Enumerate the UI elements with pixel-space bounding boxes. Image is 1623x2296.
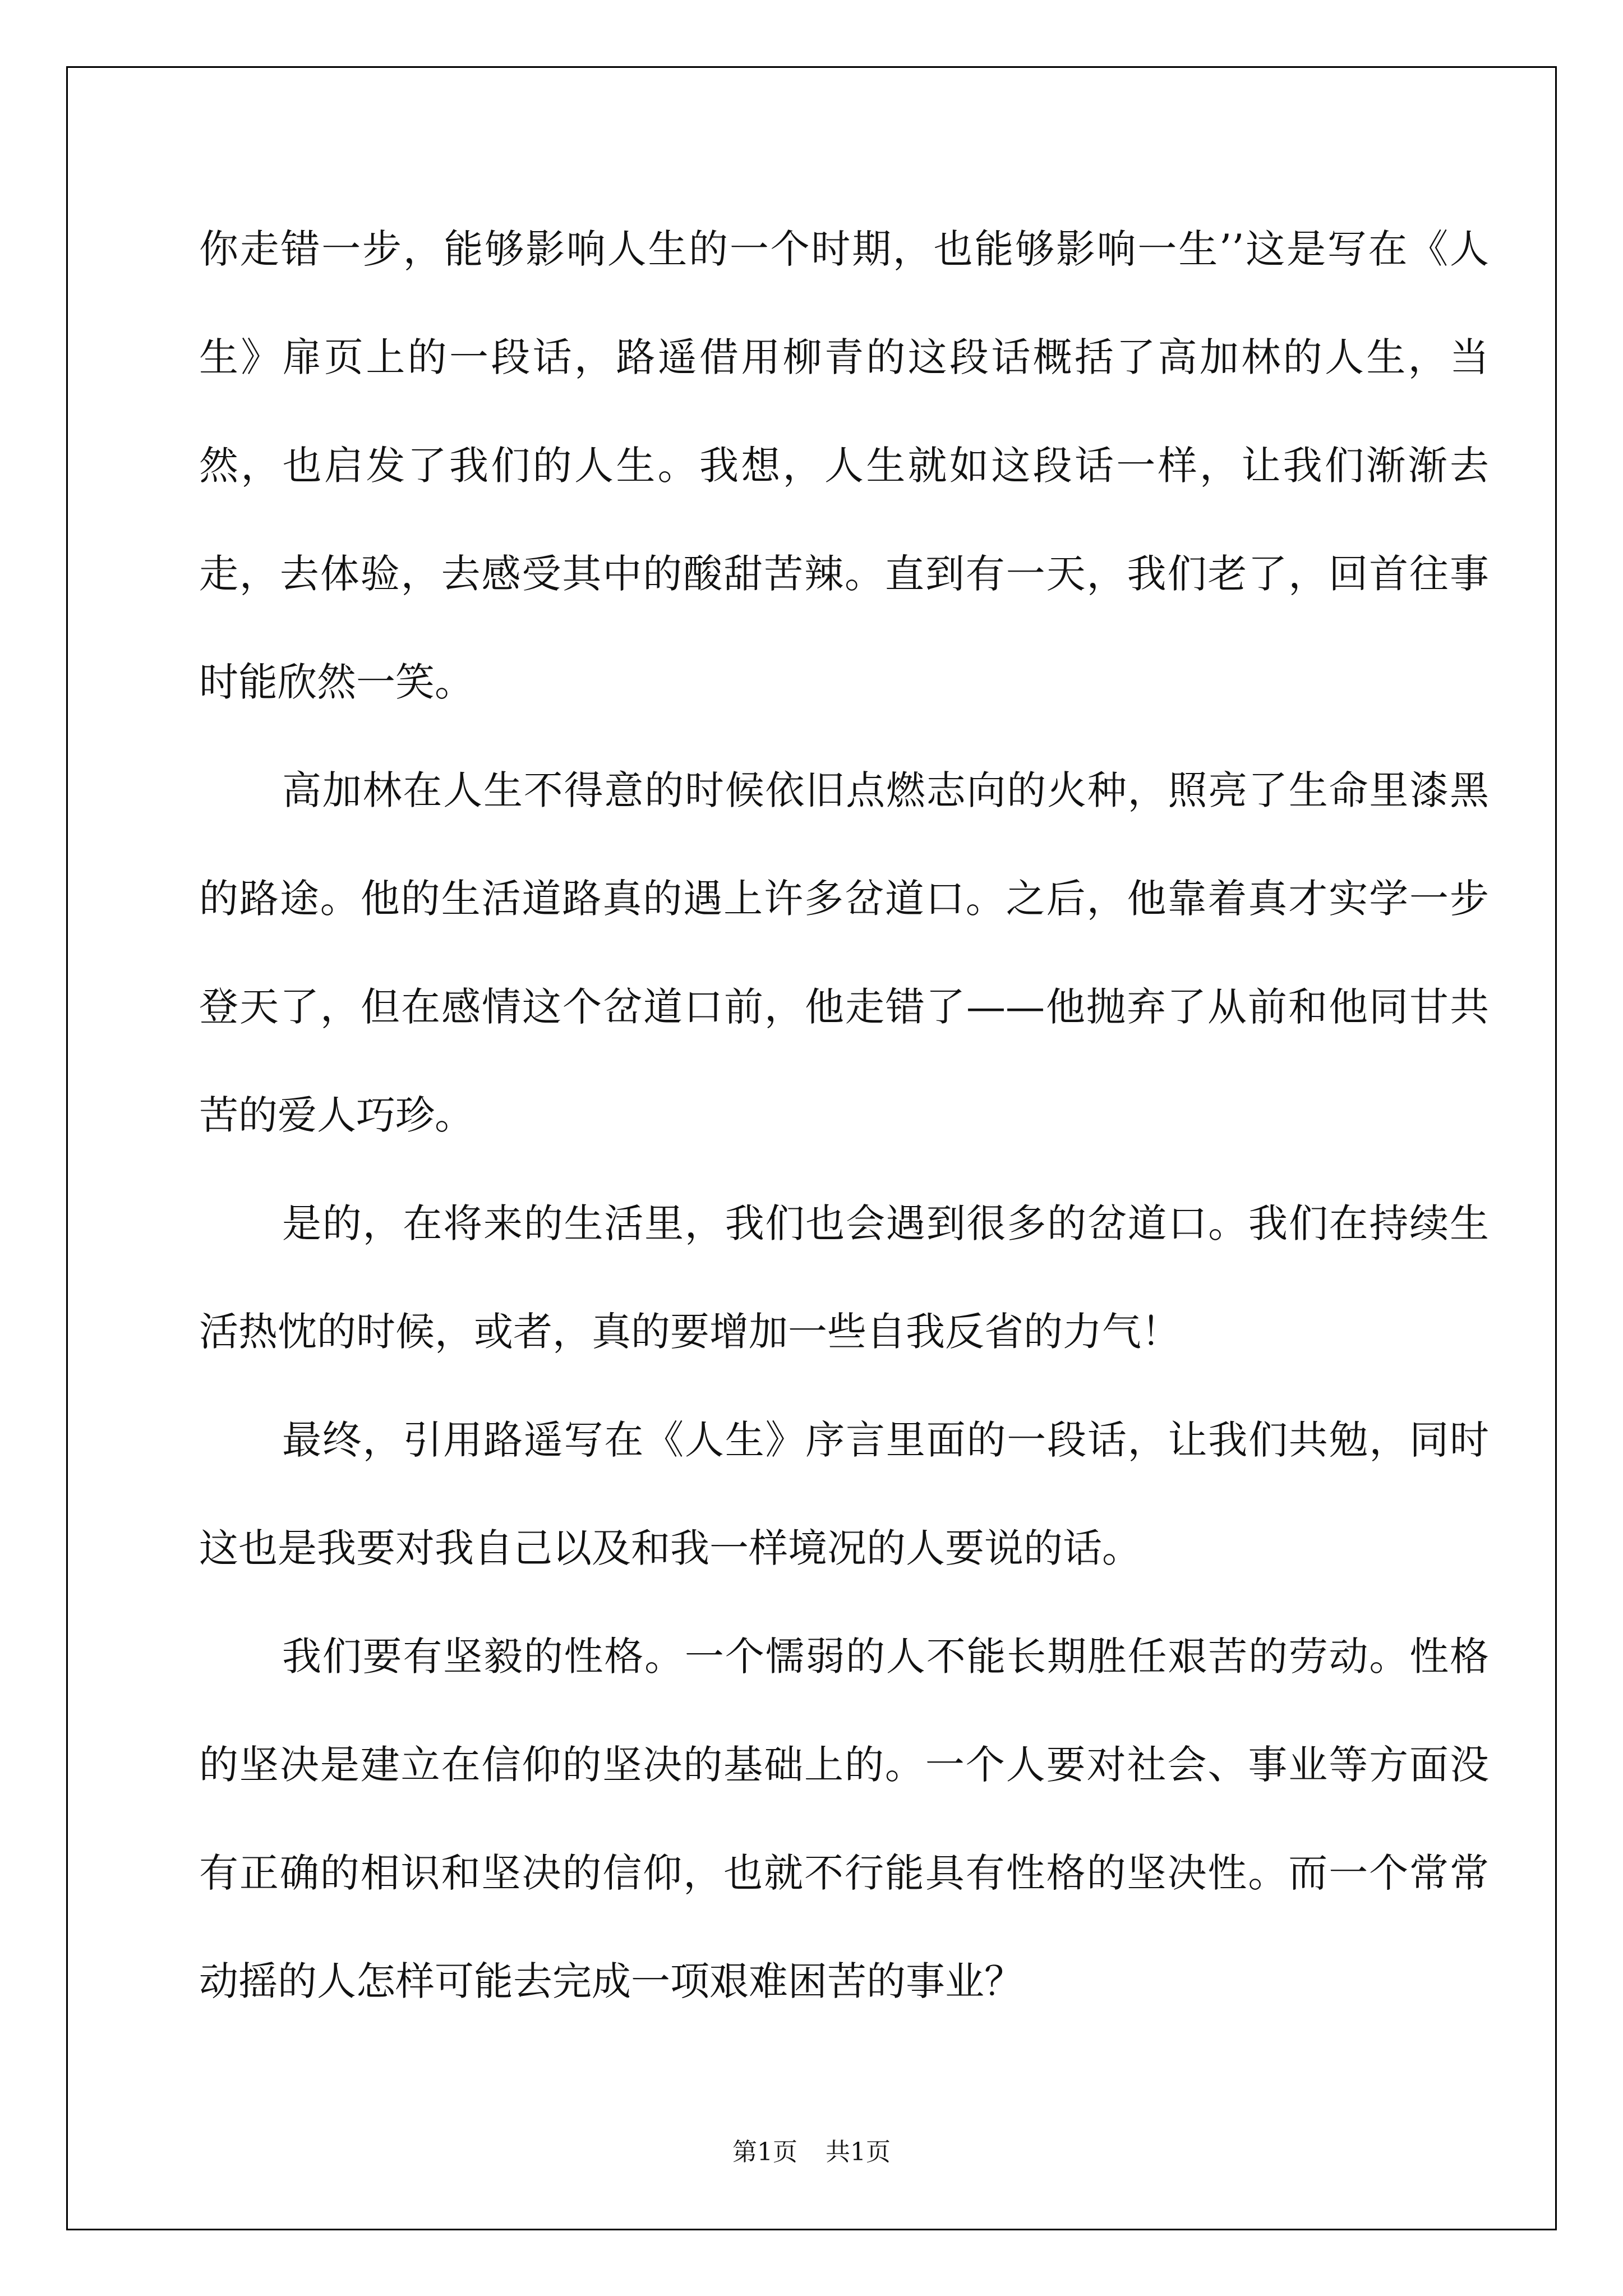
paragraph-1: 你走错一步，能够影响人生的一个时期，也能够影响一生’’这是写在《人生》扉页上的一段话，路遥借用柳青的这段话概括了高加林的人生，当然，也启发了我们的人生。我想，人生就如这段话一样，让我们渐渐去走，去体验，去感受其中的酸甜苦辣。直到有一天，我们老了，回首往事时能欣然一笑。 — [199, 226, 1489, 705]
paragraph-4: 最终，引用路遥写在《人生》序言里面的一段话，让我们共勉，同时这也是我要对我自己以及和我一样境况的人要说的话。 — [199, 1417, 1489, 1571]
page-total: 共1页 — [826, 2138, 891, 2166]
paragraph-2: 高加林在人生不得意的时候依旧点燃志向的火种，照亮了生命里漆黑的路途。他的生活道路真的遇上许多岔道口。之后，他靠着真才实学一步登天了，但在感情这个岔道口前，他走错了——他抛弃了从前和他同甘共苦的爱人巧珍。 — [199, 767, 1489, 1138]
page-footer — [0, 2132, 1623, 2168]
paragraph-5: 我们要有坚毅的性格。一个懦弱的人不能长期胜任艰苦的劳动。性格的坚决是建立在信仰的坚决的基础上的。一个人要对社会、事业等方面没有正确的相识和坚决的信仰，也就不行能具有性格的坚决性。而一个常常动摇的人怎样可能去完成一项艰难困苦的事业？ — [199, 1634, 1489, 2004]
document-body — [199, 195, 1489, 2036]
page-number: 第1页 — [732, 2138, 797, 2166]
paragraph-3: 是的，在将来的生活里，我们也会遇到很多的岔道口。我们在持续生活热忱的时候，或者，真的要增加一些自我反省的力气！ — [199, 1200, 1489, 1355]
